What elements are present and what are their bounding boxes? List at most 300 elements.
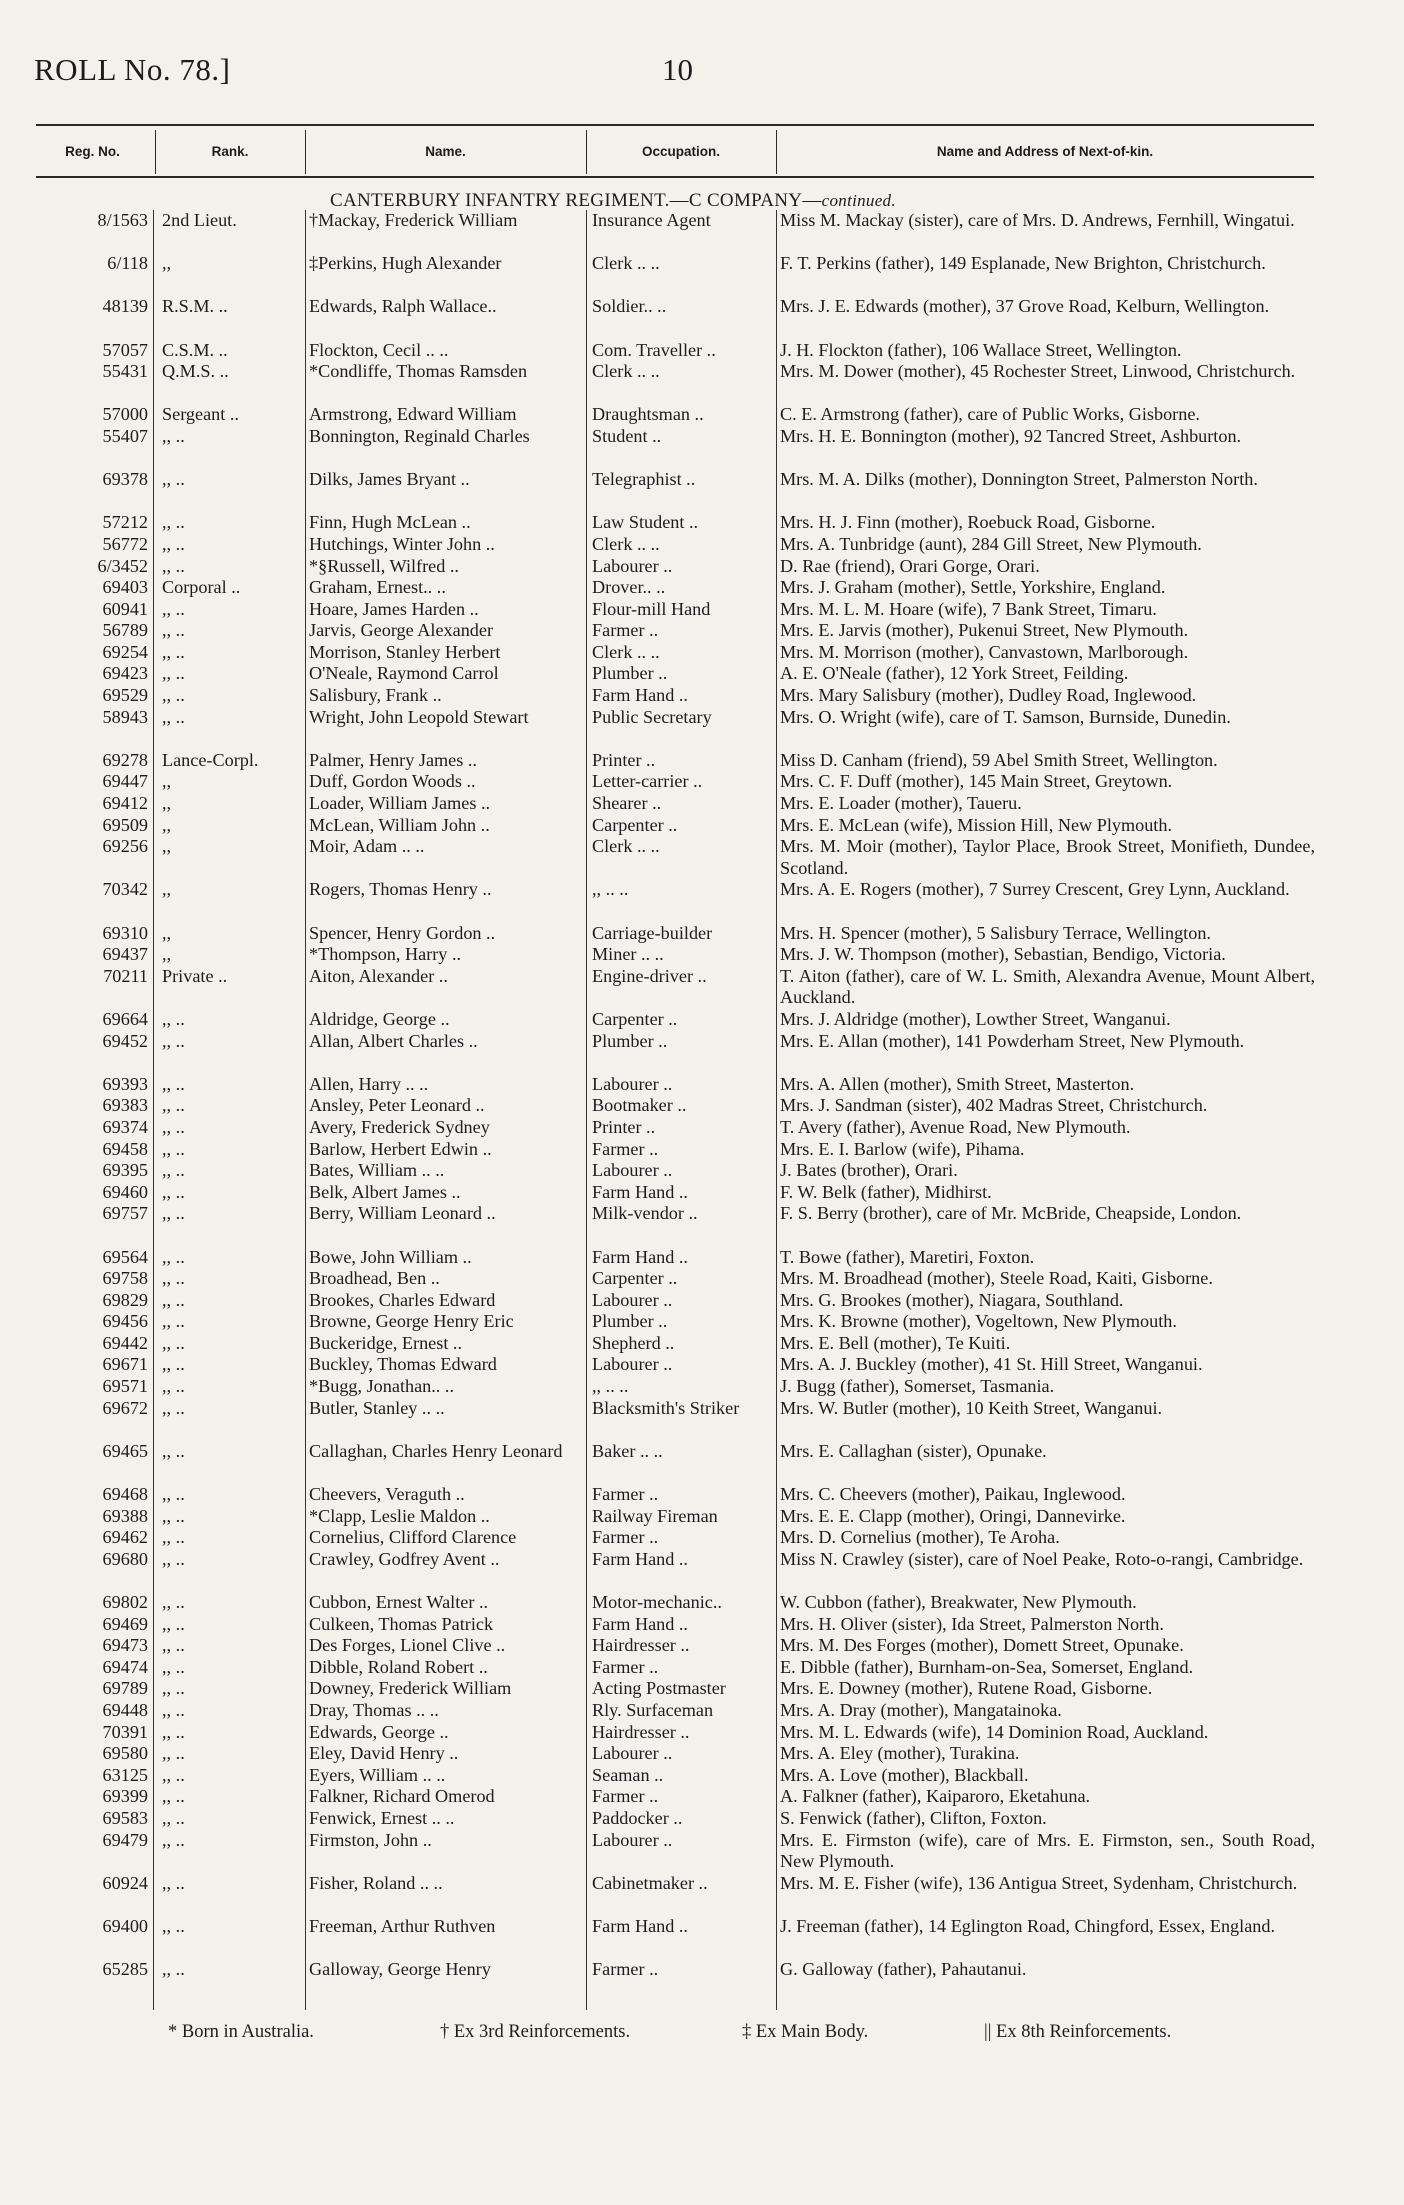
page-header bbox=[34, 52, 1334, 92]
reg-number-cell: 69465 bbox=[102, 1440, 148, 1461]
name-cell: Dray, Thomas .. .. bbox=[309, 1699, 439, 1720]
name-cell: Galloway, George Henry bbox=[309, 1959, 491, 1980]
occupation-cell: Labourer .. bbox=[592, 1829, 673, 1850]
column-header-kin: Name and Address of Next-of-kin. bbox=[936, 144, 1154, 159]
occupation-cell: Labourer .. bbox=[592, 1289, 673, 1310]
reg-number-cell: 69399 bbox=[102, 1786, 148, 1807]
occupation-cell: Letter-carrier .. bbox=[592, 771, 703, 792]
table-row bbox=[36, 253, 1314, 296]
occupation-cell: Law Student .. bbox=[592, 512, 699, 533]
next-of-kin-cell: Mrs. M. Broadhead (mother), Steele Road, Kaiti, Gisborne. bbox=[780, 1268, 1213, 1289]
rank-cell: ,, .. bbox=[162, 1656, 185, 1677]
table-row bbox=[36, 1354, 1314, 1376]
rank-cell: ,, .. bbox=[162, 1030, 185, 1051]
reg-number-cell: 57212 bbox=[102, 512, 148, 533]
occupation-cell: Shearer .. bbox=[592, 793, 662, 814]
next-of-kin-cell: Miss D. Canham (friend), 59 Abel Smith Street, Wellington. bbox=[780, 749, 1218, 770]
occupation-cell: Flour-mill Hand bbox=[592, 598, 711, 619]
table-row bbox=[36, 1592, 1314, 1614]
rank-cell: ,, .. bbox=[162, 1915, 185, 1936]
rank-cell: ,, .. bbox=[162, 1592, 185, 1612]
next-of-kin-cell: F. W. Belk (father), Midhirst. bbox=[780, 1181, 992, 1202]
table-row bbox=[36, 556, 1314, 578]
next-of-kin-cell: Mrs. H. J. Finn (mother), Roebuck Road, Gisborne. bbox=[780, 512, 1156, 533]
occupation-cell: Hairdresser .. bbox=[592, 1635, 690, 1656]
column-header-rank: Rank. bbox=[211, 144, 249, 159]
next-of-kin-cell: J. Freeman (father), 14 Eglington Road, Chingford, Essex, England. bbox=[780, 1915, 1276, 1936]
reg-number-cell: 69564 bbox=[102, 1246, 148, 1267]
table-row bbox=[36, 1203, 1314, 1246]
rank-cell: ,, .. bbox=[162, 425, 185, 446]
reg-number-cell: 65285 bbox=[102, 1959, 148, 1980]
rank-cell: Corporal .. bbox=[162, 577, 241, 598]
next-of-kin-cell: Mrs. E. Bell (mother), Te Kuiti. bbox=[780, 1332, 1011, 1353]
name-cell: Freeman, Arthur Ruthven bbox=[309, 1915, 496, 1936]
rank-cell: ,, bbox=[162, 253, 172, 274]
next-of-kin-cell: Mrs. E. Downey (mother), Rutene Road, Gisborne. bbox=[780, 1678, 1153, 1699]
rank-cell: ,, bbox=[162, 814, 172, 835]
table-row bbox=[36, 685, 1314, 707]
name-cell: Cubbon, Ernest Walter .. bbox=[309, 1592, 489, 1612]
reg-number-cell: 69374 bbox=[102, 1116, 148, 1137]
table-row bbox=[36, 1678, 1314, 1700]
name-cell: Buckley, Thomas Edward bbox=[309, 1354, 497, 1375]
name-cell: Barlow, Herbert Edwin .. bbox=[309, 1138, 492, 1159]
name-cell: Fisher, Roland .. .. bbox=[309, 1872, 443, 1893]
name-cell: Broadhead, Ben .. bbox=[309, 1268, 440, 1289]
occupation-cell: Student .. bbox=[592, 425, 662, 446]
next-of-kin-cell: J. Bugg (father), Somerset, Tasmania. bbox=[780, 1376, 1055, 1397]
occupation-cell: Farm Hand .. bbox=[592, 1246, 688, 1267]
table-row bbox=[36, 1160, 1314, 1182]
name-cell: Bowe, John William .. bbox=[309, 1246, 472, 1267]
table-row bbox=[36, 1074, 1314, 1096]
reg-number-cell: 69460 bbox=[102, 1181, 148, 1202]
name-cell: O'Neale, Raymond Carrol bbox=[309, 663, 499, 684]
rank-cell: ,, .. bbox=[162, 1289, 185, 1310]
name-cell: Callaghan, Charles Henry Leonard bbox=[309, 1440, 563, 1461]
reg-number-cell: 69664 bbox=[102, 1008, 148, 1029]
reg-number-cell: 69473 bbox=[102, 1635, 148, 1656]
table-row bbox=[36, 469, 1314, 512]
name-cell: Jarvis, George Alexander bbox=[309, 620, 494, 641]
reg-number-cell: 69529 bbox=[102, 685, 148, 706]
next-of-kin-cell: Mrs. C. Cheevers (mother), Paikau, Inglewood. bbox=[780, 1484, 1126, 1505]
name-cell: Avery, Frederick Sydney bbox=[309, 1116, 490, 1137]
rank-cell: ,, .. bbox=[162, 1008, 185, 1029]
reg-number-cell: 69437 bbox=[102, 944, 148, 965]
name-cell: Loader, William James .. bbox=[309, 793, 491, 814]
rank-cell: Lance-Corpl. bbox=[162, 749, 259, 770]
occupation-cell: Labourer .. bbox=[592, 555, 673, 576]
next-of-kin-cell: Mrs. Mary Salisbury (mother), Dudley Road, Inglewood. bbox=[780, 685, 1197, 706]
name-cell: *Bugg, Jonathan.. .. bbox=[309, 1376, 454, 1397]
column-header-name: Name. bbox=[425, 144, 466, 159]
table-row bbox=[36, 750, 1314, 772]
occupation-cell: ,, .. .. bbox=[592, 1376, 629, 1397]
section-title-suffix: continued. bbox=[821, 191, 896, 210]
rank-cell: ,, .. bbox=[162, 1635, 185, 1656]
occupation-cell: Farm Hand .. bbox=[592, 685, 688, 706]
rank-cell: ,, .. bbox=[162, 1354, 185, 1375]
table-row bbox=[36, 1722, 1314, 1744]
reg-number-cell: 69395 bbox=[102, 1160, 148, 1181]
table-row bbox=[36, 512, 1314, 534]
reg-number-cell: 69400 bbox=[102, 1915, 148, 1936]
name-cell: Armstrong, Edward William bbox=[309, 404, 517, 425]
footnote-ex-main: ‡ Ex Main Body. bbox=[742, 2022, 869, 2042]
next-of-kin-cell: D. Rae (friend), Orari Gorge, Orari. bbox=[780, 555, 1040, 576]
rank-cell: ,, .. bbox=[162, 1743, 185, 1764]
reg-number-cell: 69672 bbox=[102, 1397, 148, 1418]
table-row bbox=[36, 1873, 1314, 1916]
next-of-kin-cell: W. Cubbon (father), Breakwater, New Plymouth. bbox=[780, 1592, 1137, 1612]
name-cell: Fenwick, Ernest .. .. bbox=[309, 1807, 455, 1828]
occupation-cell: Farm Hand .. bbox=[592, 1915, 688, 1936]
name-cell: Ansley, Peter Leonard .. bbox=[309, 1095, 485, 1116]
table-row bbox=[36, 1398, 1314, 1441]
table-row bbox=[36, 1290, 1314, 1312]
rank-cell: Q.M.S. .. bbox=[162, 361, 229, 382]
occupation-cell: Farm Hand .. bbox=[592, 1548, 688, 1569]
reg-number-cell: 56772 bbox=[102, 533, 148, 554]
occupation-cell: Farmer .. bbox=[592, 1786, 659, 1807]
table-row bbox=[36, 815, 1314, 837]
name-cell: Rogers, Thomas Henry .. bbox=[309, 879, 492, 900]
table-row bbox=[36, 1527, 1314, 1549]
table-row bbox=[36, 771, 1314, 793]
reg-number-cell: 69580 bbox=[102, 1743, 148, 1764]
occupation-cell: Farmer .. bbox=[592, 1959, 659, 1980]
occupation-cell: Plumber .. bbox=[592, 1030, 668, 1051]
table-row bbox=[36, 534, 1314, 556]
rank-cell: ,, .. bbox=[162, 1764, 185, 1785]
name-cell: Allan, Albert Charles .. bbox=[309, 1030, 478, 1051]
next-of-kin-cell: Mrs. M. L. Edwards (wife), 14 Dominion Road, Auckland. bbox=[780, 1721, 1209, 1742]
name-cell: Edwards, George .. bbox=[309, 1721, 449, 1742]
rank-cell: ,, bbox=[162, 944, 172, 965]
reg-number-cell: 55407 bbox=[102, 425, 148, 446]
reg-number-cell: 69278 bbox=[102, 749, 148, 770]
reg-number-cell: 69469 bbox=[102, 1613, 148, 1634]
next-of-kin-cell: Mrs. M. Morrison (mother), Canvastown, Marlborough. bbox=[780, 641, 1189, 662]
table-row bbox=[36, 1765, 1314, 1787]
reg-number-cell: 8/1563 bbox=[97, 210, 148, 230]
reg-number-cell: 69447 bbox=[102, 771, 148, 792]
reg-number-cell: 56789 bbox=[102, 620, 148, 641]
next-of-kin-cell: Miss N. Crawley (sister), care of Noel Peake, Roto-o-rangi, Cambridge. bbox=[780, 1548, 1304, 1569]
next-of-kin-cell: A. E. O'Neale (father), 12 York Street, Feilding. bbox=[780, 663, 1129, 684]
next-of-kin-cell: Mrs. E. Callaghan (sister), Opunake. bbox=[780, 1440, 1047, 1461]
reg-number-cell: 69378 bbox=[102, 469, 148, 490]
rank-cell: ,, .. bbox=[162, 1095, 185, 1116]
next-of-kin-cell: Mrs. C. F. Duff (mother), 145 Main Street, Greytown. bbox=[780, 771, 1173, 792]
table-row bbox=[36, 1506, 1314, 1528]
reg-number-cell: 69802 bbox=[102, 1592, 148, 1612]
name-cell: Belk, Albert James .. bbox=[309, 1181, 461, 1202]
rank-cell: ,, .. bbox=[162, 641, 185, 662]
occupation-cell: Printer .. bbox=[592, 749, 656, 770]
next-of-kin-cell: Mrs. D. Cornelius (mother), Te Aroha. bbox=[780, 1527, 1060, 1548]
reg-number-cell: 69403 bbox=[102, 577, 148, 598]
reg-number-cell: 69456 bbox=[102, 1311, 148, 1332]
next-of-kin-cell: A. Falkner (father), Kaiparoro, Eketahuna. bbox=[780, 1786, 1091, 1807]
occupation-cell: Farm Hand .. bbox=[592, 1613, 688, 1634]
rank-cell: ,, .. bbox=[162, 1376, 185, 1397]
occupation-cell: Drover.. .. bbox=[592, 577, 666, 598]
next-of-kin-cell: Mrs. H. Oliver (sister), Ida Street, Palmerston North. bbox=[780, 1613, 1164, 1634]
occupation-cell: Railway Fireman bbox=[592, 1505, 718, 1526]
reg-number-cell: 69412 bbox=[102, 793, 148, 814]
occupation-cell: Bootmaker .. bbox=[592, 1095, 687, 1116]
occupation-cell: Farmer .. bbox=[592, 1138, 659, 1159]
occupation-cell: Milk-vendor .. bbox=[592, 1203, 698, 1224]
rank-cell: ,, .. bbox=[162, 1311, 185, 1332]
reg-number-cell: 70211 bbox=[103, 965, 148, 986]
table-row bbox=[36, 1484, 1314, 1506]
rank-cell: ,, .. bbox=[162, 1721, 185, 1742]
next-of-kin-cell: Mrs. M. Moir (mother), Taylor Place, Brook Street, Monifieth, Dundee, Scotland. bbox=[780, 836, 1315, 878]
table-row bbox=[36, 1441, 1314, 1484]
table-row bbox=[36, 1657, 1314, 1679]
column-header-reg: Reg. No. bbox=[65, 144, 120, 159]
name-cell: Butler, Stanley .. .. bbox=[309, 1397, 445, 1418]
reg-number-cell: 6/118 bbox=[107, 253, 148, 274]
rank-cell: ,, .. bbox=[162, 620, 185, 641]
occupation-cell: Labourer .. bbox=[592, 1354, 673, 1375]
rank-cell: ,, .. bbox=[162, 663, 185, 684]
next-of-kin-cell: Mrs. W. Butler (mother), 10 Keith Street, Wanganui. bbox=[780, 1397, 1163, 1418]
table-row bbox=[36, 577, 1314, 599]
rank-cell: ,, .. bbox=[162, 1332, 185, 1353]
rank-cell: ,, .. bbox=[162, 1527, 185, 1548]
reg-number-cell: 63125 bbox=[102, 1764, 148, 1785]
occupation-cell: Farmer .. bbox=[592, 1527, 659, 1548]
next-of-kin-cell: Mrs. E. Loader (mother), Taueru. bbox=[780, 793, 1022, 814]
name-cell: Graham, Ernest.. .. bbox=[309, 577, 446, 598]
next-of-kin-cell: C. E. Armstrong (father), care of Public Works, Gisborne. bbox=[780, 404, 1200, 425]
rank-cell: ,, .. bbox=[162, 512, 185, 533]
occupation-cell: Engine-driver .. bbox=[592, 965, 707, 986]
reg-number-cell: 55431 bbox=[102, 361, 148, 382]
rank-cell: ,, .. bbox=[162, 1786, 185, 1807]
occupation-cell: Carriage-builder bbox=[592, 922, 713, 943]
name-cell: Palmer, Henry James .. bbox=[309, 749, 477, 770]
reg-number-cell: 69383 bbox=[102, 1095, 148, 1116]
next-of-kin-cell: T. Bowe (father), Maretiri, Foxton. bbox=[780, 1246, 1035, 1267]
occupation-cell: Carpenter .. bbox=[592, 1268, 678, 1289]
reg-number-cell: 69393 bbox=[102, 1073, 148, 1094]
roster-table bbox=[36, 210, 1314, 1981]
table-row bbox=[36, 1247, 1314, 1269]
rank-cell: ,, bbox=[162, 793, 172, 814]
rank-cell: ,, .. bbox=[162, 555, 185, 576]
rank-cell: 2nd Lieut. bbox=[162, 210, 237, 230]
reg-number-cell: 69829 bbox=[102, 1289, 148, 1310]
occupation-cell: Motor-mechanic.. bbox=[592, 1592, 722, 1612]
occupation-cell: Clerk .. .. bbox=[592, 361, 660, 382]
footnote-ex-3rd: † Ex 3rd Reinforcements. bbox=[440, 2022, 631, 2042]
reg-number-cell: 69758 bbox=[102, 1268, 148, 1289]
name-cell: Buckeridge, Ernest .. bbox=[309, 1332, 463, 1353]
table-row bbox=[36, 1635, 1314, 1657]
table-row bbox=[36, 599, 1314, 621]
rank-cell: ,, .. bbox=[162, 1246, 185, 1267]
next-of-kin-cell: S. Fenwick (father), Clifton, Foxton. bbox=[780, 1807, 1047, 1828]
roll-title: ROLL No. 78.] bbox=[34, 52, 231, 87]
name-cell: Berry, William Leonard .. bbox=[309, 1203, 496, 1224]
next-of-kin-cell: Mrs. O. Wright (wife), care of T. Samson, Burnside, Dunedin. bbox=[780, 706, 1231, 727]
name-cell: Spencer, Henry Gordon .. bbox=[309, 922, 496, 943]
footnote-ex-8th: || Ex 8th Reinforcements. bbox=[984, 2022, 1172, 2042]
name-cell: *Thompson, Harry .. bbox=[309, 944, 462, 965]
reg-number-cell: 70391 bbox=[102, 1721, 148, 1742]
reg-number-cell: 69479 bbox=[102, 1829, 148, 1850]
next-of-kin-cell: Mrs. E. Firmston (wife), care of Mrs. E. Firmston, sen., South Road, New Plymouth. bbox=[780, 1829, 1315, 1872]
next-of-kin-cell: J. H. Flockton (father), 106 Wallace Street, Wellington. bbox=[780, 339, 1182, 360]
name-cell: Wright, John Leopold Stewart bbox=[309, 706, 529, 727]
name-cell: Moir, Adam .. .. bbox=[309, 836, 425, 857]
rank-cell: ,, .. bbox=[162, 1872, 185, 1893]
next-of-kin-cell: Mrs. K. Browne (mother), Vogeltown, New Plymouth. bbox=[780, 1311, 1177, 1332]
occupation-cell: Insurance Agent bbox=[592, 210, 711, 230]
table-row bbox=[36, 1700, 1314, 1722]
name-cell: Flockton, Cecil .. .. bbox=[309, 339, 449, 360]
occupation-cell: Labourer .. bbox=[592, 1743, 673, 1764]
table-row bbox=[36, 296, 1314, 339]
name-cell: Browne, George Henry Eric bbox=[309, 1311, 514, 1332]
occupation-cell: Rly. Surfaceman bbox=[592, 1699, 714, 1720]
next-of-kin-cell: J. Bates (brother), Orari. bbox=[780, 1160, 958, 1181]
table-row bbox=[36, 1333, 1314, 1355]
occupation-cell: Labourer .. bbox=[592, 1073, 673, 1094]
next-of-kin-cell: Mrs. H. Spencer (mother), 5 Salisbury Terrace, Wellington. bbox=[780, 922, 1211, 943]
reg-number-cell: 69448 bbox=[102, 1699, 148, 1720]
rank-cell: ,, .. bbox=[162, 685, 185, 706]
occupation-cell: Clerk .. .. bbox=[592, 836, 660, 857]
rank-cell: ,, .. bbox=[162, 1268, 185, 1289]
reg-number-cell: 69388 bbox=[102, 1505, 148, 1526]
name-cell: Allen, Harry .. .. bbox=[309, 1073, 429, 1094]
table-row bbox=[36, 1376, 1314, 1398]
reg-number-cell: 69583 bbox=[102, 1807, 148, 1828]
reg-number-cell: 69458 bbox=[102, 1138, 148, 1159]
table-row bbox=[36, 642, 1314, 664]
occupation-cell: Paddocker .. bbox=[592, 1807, 683, 1828]
occupation-cell: Cabinetmaker .. bbox=[592, 1872, 708, 1893]
occupation-cell: Labourer .. bbox=[592, 1160, 673, 1181]
name-cell: McLean, William John .. bbox=[309, 814, 490, 835]
rank-cell: ,, .. bbox=[162, 1138, 185, 1159]
name-cell: Duff, Gordon Woods .. bbox=[309, 771, 476, 792]
occupation-cell: ,, .. .. bbox=[592, 879, 629, 900]
occupation-cell: Plumber .. bbox=[592, 663, 668, 684]
reg-number-cell: 69254 bbox=[102, 641, 148, 662]
table-row bbox=[36, 836, 1314, 879]
rank-cell: ,, bbox=[162, 771, 172, 792]
next-of-kin-cell: Mrs. E. E. Clapp (mother), Oringi, Dannevirke. bbox=[780, 1505, 1126, 1526]
rank-cell: ,, .. bbox=[162, 1073, 185, 1094]
name-cell: Firmston, John .. bbox=[309, 1829, 432, 1850]
rank-cell: ,, bbox=[162, 879, 172, 900]
reg-number-cell: 60941 bbox=[102, 598, 148, 619]
reg-number-cell: 70342 bbox=[102, 879, 148, 900]
next-of-kin-cell: Mrs. A. Eley (mother), Turakina. bbox=[780, 1743, 1020, 1764]
occupation-cell: Plumber .. bbox=[592, 1311, 668, 1332]
reg-number-cell: 69680 bbox=[102, 1548, 148, 1569]
reg-number-cell: 60924 bbox=[102, 1872, 148, 1893]
reg-number-cell: 69474 bbox=[102, 1656, 148, 1677]
next-of-kin-cell: Mrs. M. A. Dilks (mother), Donnington Street, Palmerston North. bbox=[780, 469, 1258, 490]
next-of-kin-cell: Miss M. Mackay (sister), care of Mrs. D. Andrews, Fernhill, Wingatui. bbox=[780, 210, 1295, 230]
name-cell: Des Forges, Lionel Clive .. bbox=[309, 1635, 506, 1656]
rank-cell: ,, .. bbox=[162, 706, 185, 727]
next-of-kin-cell: Mrs. J. Graham (mother), Settle, Yorkshire, England. bbox=[780, 577, 1166, 598]
next-of-kin-cell: Mrs. E. Jarvis (mother), Pukenui Street, New Plymouth. bbox=[780, 620, 1189, 641]
table-row bbox=[36, 1786, 1314, 1808]
rank-cell: ,, .. bbox=[162, 1203, 185, 1224]
occupation-cell: Seaman .. bbox=[592, 1764, 664, 1785]
table-row bbox=[36, 1916, 1314, 1959]
name-cell: Edwards, Ralph Wallace.. bbox=[309, 296, 497, 317]
name-cell: Eley, David Henry .. bbox=[309, 1743, 459, 1764]
name-cell: Aiton, Alexander .. bbox=[309, 965, 448, 986]
rank-cell: ,, .. bbox=[162, 1440, 185, 1461]
rank-cell: ,, .. bbox=[162, 1678, 185, 1699]
next-of-kin-cell: F. T. Perkins (father), 149 Esplanade, New Brighton, Christchurch. bbox=[780, 253, 1266, 274]
rank-cell: R.S.M. .. bbox=[162, 296, 228, 317]
name-cell: ‡Perkins, Hugh Alexander bbox=[309, 253, 502, 274]
reg-number-cell: 69789 bbox=[102, 1678, 148, 1699]
occupation-cell: Telegraphist .. bbox=[592, 469, 696, 490]
next-of-kin-cell: T. Aiton (father), care of W. L. Smith, Alexandra Avenue, Mount Albert, Auckland. bbox=[780, 965, 1315, 1008]
rank-cell: ,, bbox=[162, 836, 172, 857]
occupation-cell: Carpenter .. bbox=[592, 814, 678, 835]
rank-cell: ,, .. bbox=[162, 1699, 185, 1720]
next-of-kin-cell: Mrs. J. W. Thompson (mother), Sebastian, Bendigo, Victoria. bbox=[780, 944, 1226, 965]
next-of-kin-cell: Mrs. M. L. M. Hoare (wife), 7 Bank Street, Timaru. bbox=[780, 598, 1157, 619]
page-number: 10 bbox=[662, 52, 693, 87]
reg-number-cell: 57057 bbox=[102, 339, 148, 360]
table-row bbox=[36, 1095, 1314, 1117]
table-row bbox=[36, 426, 1314, 469]
next-of-kin-cell: Mrs. G. Brookes (mother), Niagara, Southland. bbox=[780, 1289, 1124, 1310]
name-cell: *Condliffe, Thomas Ramsden bbox=[309, 361, 528, 382]
next-of-kin-cell: Mrs. A. E. Rogers (mother), 7 Surrey Crescent, Grey Lynn, Auckland. bbox=[780, 879, 1290, 900]
next-of-kin-cell: Mrs. E. I. Barlow (wife), Pihama. bbox=[780, 1138, 1025, 1159]
next-of-kin-cell: Mrs. A. J. Buckley (mother), 41 St. Hill Street, Wanganui. bbox=[780, 1354, 1203, 1375]
table-row bbox=[36, 1743, 1314, 1765]
occupation-cell: Hairdresser .. bbox=[592, 1721, 690, 1742]
name-cell: Cornelius, Clifford Clarence bbox=[309, 1527, 517, 1548]
rank-cell: ,, .. bbox=[162, 469, 185, 490]
table-row bbox=[36, 966, 1314, 1009]
header-top-rule bbox=[36, 124, 1314, 126]
rank-cell: ,, .. bbox=[162, 1160, 185, 1181]
table-row bbox=[36, 340, 1314, 362]
reg-number-cell: 69571 bbox=[102, 1376, 148, 1397]
occupation-cell: Miner .. .. bbox=[592, 944, 664, 965]
name-cell: *§Russell, Wilfred .. bbox=[309, 555, 459, 576]
table-row bbox=[36, 793, 1314, 815]
footnote-born-australia: * Born in Australia. bbox=[168, 2022, 314, 2042]
table-row bbox=[36, 663, 1314, 685]
reg-number-cell: 69310 bbox=[102, 922, 148, 943]
reg-number-cell: 48139 bbox=[102, 296, 148, 317]
name-cell: Bonnington, Reginald Charles bbox=[309, 425, 530, 446]
next-of-kin-cell: E. Dibble (father), Burnham-on-Sea, Somerset, England. bbox=[780, 1656, 1194, 1677]
rank-cell: ,, .. bbox=[162, 1116, 185, 1137]
